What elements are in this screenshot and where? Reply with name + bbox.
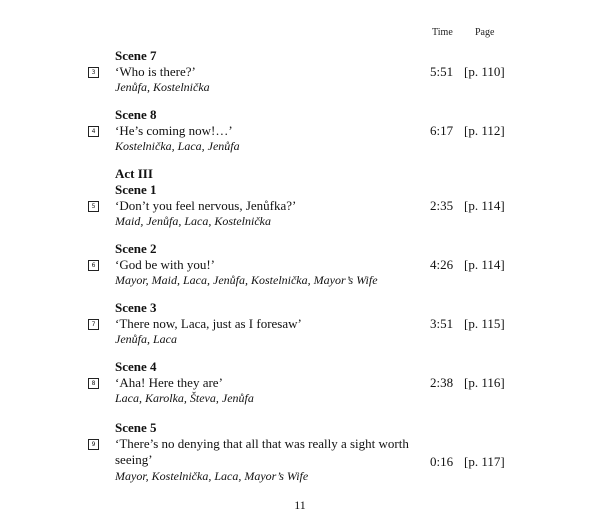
track-number-box: 3 (88, 67, 99, 78)
scene-characters: Kostelnička, Laca, Jenůfa (115, 139, 240, 153)
scene-opening-line: ‘There now, Laca, just as I foresaw’ (115, 316, 302, 331)
libretto-page-ref: [p. 114] (464, 198, 505, 213)
track-time: 3:51 (430, 316, 454, 331)
track-time: 0:16 (430, 454, 454, 469)
track-time: 4:26 (430, 257, 454, 272)
scene-opening-line: ‘God be with you!’ (115, 257, 216, 272)
page-number: 11 (294, 498, 306, 512)
libretto-page-ref: [p. 116] (464, 375, 505, 390)
scene-label: Scene 1 (115, 182, 157, 197)
scene-characters: Mayor, Kostelnička, Laca, Mayor’s Wife (115, 469, 309, 483)
track-number-box: 7 (88, 319, 99, 330)
libretto-page-ref: [p. 110] (464, 64, 505, 79)
scene-opening-line: ‘Don’t you feel nervous, Jenůfka?’ (115, 198, 297, 213)
track-time: 6:17 (430, 123, 454, 138)
libretto-page-ref: [p. 112] (464, 123, 505, 138)
scene-label: Scene 7 (115, 48, 157, 63)
libretto-page-ref: [p. 114] (464, 257, 505, 272)
scene-characters: Jenůfa, Kostelnička (115, 80, 210, 94)
track-number-box: 5 (88, 201, 99, 212)
act-heading: Act III (115, 166, 153, 181)
scene-opening-line: ‘There’s no denying that all that was really a sight worth seeing’ (115, 436, 409, 467)
page-column-header: Page (475, 27, 495, 38)
scene-characters: Laca, Karolka, Števa, Jenůfa (115, 391, 254, 405)
time-column-header: Time (432, 27, 453, 38)
track-time: 2:35 (430, 198, 454, 213)
scene-label: Scene 2 (115, 241, 157, 256)
track-time: 2:38 (430, 375, 454, 390)
track-number-box: 9 (88, 439, 99, 450)
scene-opening-line: ‘Who is there?’ (115, 64, 196, 79)
track-time: 5:51 (430, 64, 454, 79)
scene-characters: Maid, Jenůfa, Laca, Kostelnička (115, 214, 271, 228)
scene-characters: Jenůfa, Laca (115, 332, 177, 346)
libretto-page-ref: [p. 117] (464, 454, 505, 469)
scene-label: Scene 5 (115, 420, 157, 435)
scene-label: Scene 4 (115, 359, 157, 374)
scene-opening-line: ‘Aha! Here they are’ (115, 375, 223, 390)
track-number-box: 6 (88, 260, 99, 271)
scene-characters: Mayor, Maid, Laca, Jenůfa, Kostelnička, Mayor’s Wife (115, 273, 378, 287)
scene-label: Scene 3 (115, 300, 157, 315)
scene-opening-line: ‘He’s coming now!…’ (115, 123, 233, 138)
libretto-page-ref: [p. 115] (464, 316, 505, 331)
track-number-box: 8 (88, 378, 99, 389)
scene-label: Scene 8 (115, 107, 157, 122)
track-number-box: 4 (88, 126, 99, 137)
